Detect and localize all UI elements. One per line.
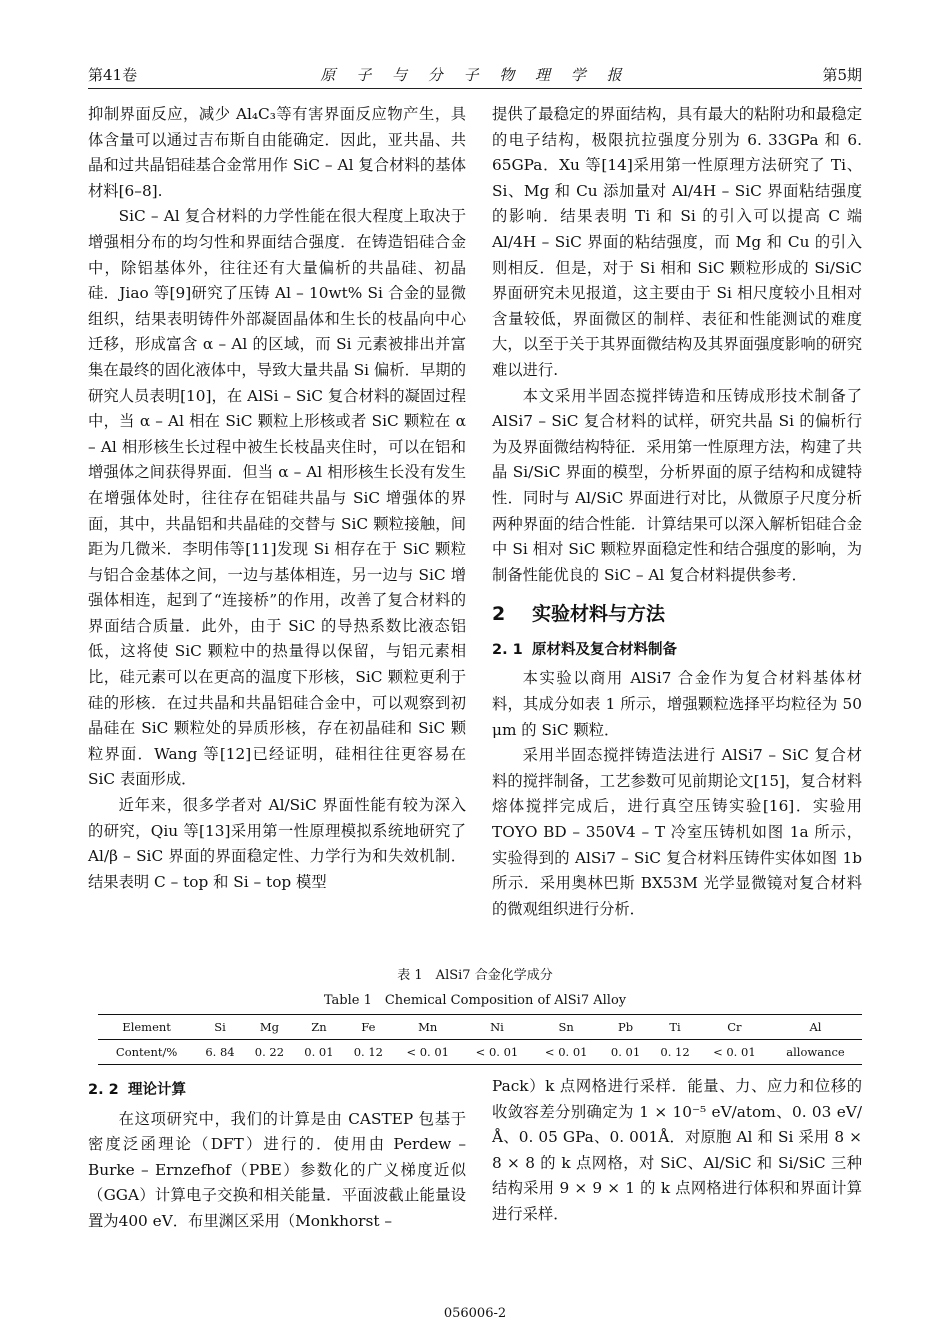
table-header-cell: Element	[98, 1015, 195, 1040]
table-header-cell: Mn	[393, 1015, 462, 1040]
table-header-cell: Zn	[294, 1015, 343, 1040]
table-row	[98, 1040, 862, 1065]
paragraph: 近年来，很多学者对 Al/SiC 界面性能有较为深入的研究，Qiu 等[13]采用第一性原理模拟系统地研究了 Al/β – SiC 界面的界面稳定性、力学行为和失效机制．结果表明 C – top 和 Si – top 模型	[88, 796, 466, 891]
table-cell: < 0. 01	[393, 1040, 462, 1065]
table-caption-en: Table 1 Chemical Composition of AlSi7 Alloy	[323, 993, 627, 1008]
table-header-cell: Cr	[700, 1015, 769, 1040]
subsection-title: 理论计算	[128, 1082, 186, 1098]
table-header-cell: Al	[769, 1015, 862, 1040]
issue-label: 第5期	[822, 66, 862, 84]
table-header-cell: Ti	[650, 1015, 699, 1040]
paragraph: 本实验以商用 AlSi7 合金作为复合材料基体材料，其成分如表 1 所示，增强颗粒选择平均粒径为 50 μm 的 SiC 颗粒．	[492, 669, 862, 739]
paragraph: 本文采用半固态搅拌铸造和压铸成形技术制备了 AlSi7 – SiC 复合材料的试样，研究共晶 Si 的偏析行为及界面微结构特征．采用第一性原理方法，构建了共晶 Si/SiC 界面的模型，分析界面的原子结构和成键特性．同时与 Al/SiC 界面进行对比，从微原子尺度分析两种界面的结合性能．计算结果可以深入解析铝硅合金中 Si 相对 SiC 颗粒界面稳定性和结合强度的影响，为制备性能优良的 SiC – Al 复合材料提供参考．	[492, 386, 862, 584]
paragraph: Pack）k 点网格进行采样．能量、力、应力和位移的收敛容差分别确定为 1 × 10⁻⁵ eV/atom、0. 03 eV/Å、0. 05 GPa、0. 001Å．对原胞 Al 和 Si 采用 8 × 8 × 8 的 k 点网格，对 SiC、Al/SiC 和 Si/SiC 三种结构采用 9 × 9 × 1 的 k 点网格进行体积和界面计算进行采样．	[492, 1077, 862, 1223]
table-header-cell: Sn	[532, 1015, 601, 1040]
journal-title: 原 子 与 分 子 物 理 学 报	[320, 66, 630, 84]
subsection-number: 2. 2	[88, 1082, 119, 1098]
paragraph: 提供了最稳定的界面结构，具有最大的粘附功和最稳定的电子结构，极限抗拉强度分别为 6. 33GPa 和 6. 65GPa．Xu 等[14]采用第一性原理方法研究了 Ti、Si、Mg 和 Cu 添加量对 Al/4H – SiC 界面粘结强度的影响．结果表明 Ti 和 Si 的引入可以提高 C 端 Al/4H – SiC 界面的粘结强度，而 Mg 和 Cu 的引入则相反．但是，对于 Si 相和 SiC 颗粒形成的 Si/SiC 界面研究未见报道，这主要由于 Si 相尺度较小且相对含量较低，界面微区的制样、表征和性能测试的难度大，以至于关于其界面微结构及其界面强度影响的研究难以进行.	[492, 105, 862, 379]
subsection-heading	[88, 1078, 466, 1104]
right-column	[492, 102, 862, 922]
table-cell: 0. 12	[344, 1040, 393, 1065]
section-title: 实验材料与方法	[532, 603, 666, 626]
table-header-cell: Mg	[245, 1015, 294, 1040]
section-number: 2	[492, 603, 506, 626]
table-cell: 0. 12	[650, 1040, 699, 1065]
bottom-right-column	[492, 1074, 862, 1228]
section-heading	[492, 602, 862, 628]
running-header	[88, 64, 862, 86]
subsection-title: 原材料及复合材料制备	[532, 641, 677, 658]
table-header-row	[98, 1015, 862, 1040]
table-cell: < 0. 01	[462, 1040, 531, 1065]
table-cell: 0. 01	[294, 1040, 343, 1065]
table-cell: 0. 01	[601, 1040, 650, 1065]
table-cell: 0. 22	[245, 1040, 294, 1065]
header-rule	[88, 88, 862, 89]
table-header-cell: Pb	[601, 1015, 650, 1040]
table-header-cell: Si	[195, 1015, 244, 1040]
paragraph: 采用半固态搅拌铸造法进行 AlSi7 – SiC 复合材料的搅拌制备，工艺参数可见前期论文[15]，复合材料熔体搅拌完成后，进行真空压铸实验[16]．实验用 TOYO BD – 350V4 – T 冷室压铸机如图 1a 所示，实验得到的 AlSi7 – SiC 复合材料压铸件实体如图 1b 所示．采用奥林巴斯 BX53M 光学显微镜对复合材料的微观组织进行分析．	[492, 746, 862, 918]
bottom-left-column	[88, 1074, 466, 1235]
table-cell: < 0. 01	[532, 1040, 601, 1065]
composition-table	[98, 1014, 862, 1065]
table-header-cell: Ni	[462, 1015, 531, 1040]
paragraph: 在这项研究中，我们的计算是由 CASTEP 包基于密度泛函理论（DFT）进行的．使用由 Perdew – Burke – Ernzefhof（PBE）参数化的广义梯度近似（GGA）计算电子交换和相关能量．平面波截止能量设置为400 eV．布里渊区采用（Monkhorst –	[88, 1109, 466, 1230]
table-cell: Content/%	[98, 1040, 195, 1065]
paragraph: 抑制界面反应，减少 Al₄C₃等有害界面反应物产生，具体含量可以通过吉布斯自由能确定．因此，亚共晶、共晶和过共晶铝硅基合金常用作 SiC – Al 复合材料的基体材料[6–8].	[88, 105, 466, 200]
subsection-number: 2. 1	[492, 641, 523, 658]
table-caption-cn: 表 1 AlSi7 合金化学成分	[397, 968, 553, 983]
subsection-heading	[492, 638, 862, 664]
volume-label: 第41卷	[88, 66, 138, 84]
table-cell: 6. 84	[195, 1040, 244, 1065]
table-cell: allowance	[769, 1040, 862, 1065]
left-column	[88, 102, 466, 895]
page-number: 056006-2	[443, 1306, 507, 1321]
paragraph: SiC – Al 复合材料的力学性能在很大程度上取决于增强相分布的均匀性和界面结合强度．在铸造铝硅合金中，除铝基体外，往往还有大量偏析的共晶硅、初晶硅．Jiao 等[9]研究了压铸 Al – 10wt% Si 合金的显微组织，结果表明铸件外部凝固晶体和生长的枝晶向中心迁移，形成富含 α – Al 的区域，而 Si 元素被排出并富集在最终的固化液体中，导致大量共晶 Si 偏析．早期的研究人员表明[10]，在 AlSi – SiC 复合材料的凝固过程中，当 α – Al 相在 SiC 颗粒上形核或者 SiC 颗粒在 α – Al 相形核生长过程中被生长枝晶夹住时，可以在铝和增强体之间获得界面．但当 α – Al 相形核生长没有发生在增强体处时，往往存在铝硅共晶与 SiC 增强体的界面，其中，共晶铝和共晶硅的交替与 SiC 颗粒接触，间距为几微米．李明伟等[11]发现 Si 相存在于 SiC 颗粒与铝合金基体之间，一边与基体相连，另一边与 SiC 增强体相连，起到了“连接桥”的作用，改善了复合材料的界面结合质量．此外，由于 SiC 的导热系数比液态铝低，这将使 SiC 颗粒中的热量得以保留，与铝元素相比，硅元素可以在更高的温度下形核，SiC 颗粒更利于硅的形核．在过共晶和共晶铝硅合金中，可以观察到初晶硅在 SiC 颗粒处的异质形核，存在初晶硅和 SiC 颗粒界面．Wang 等[12]已经证明，硅相往往更容易在 SiC 表面形成．	[88, 207, 466, 789]
table-header-cell: Fe	[344, 1015, 393, 1040]
table-cell: < 0. 01	[700, 1040, 769, 1065]
